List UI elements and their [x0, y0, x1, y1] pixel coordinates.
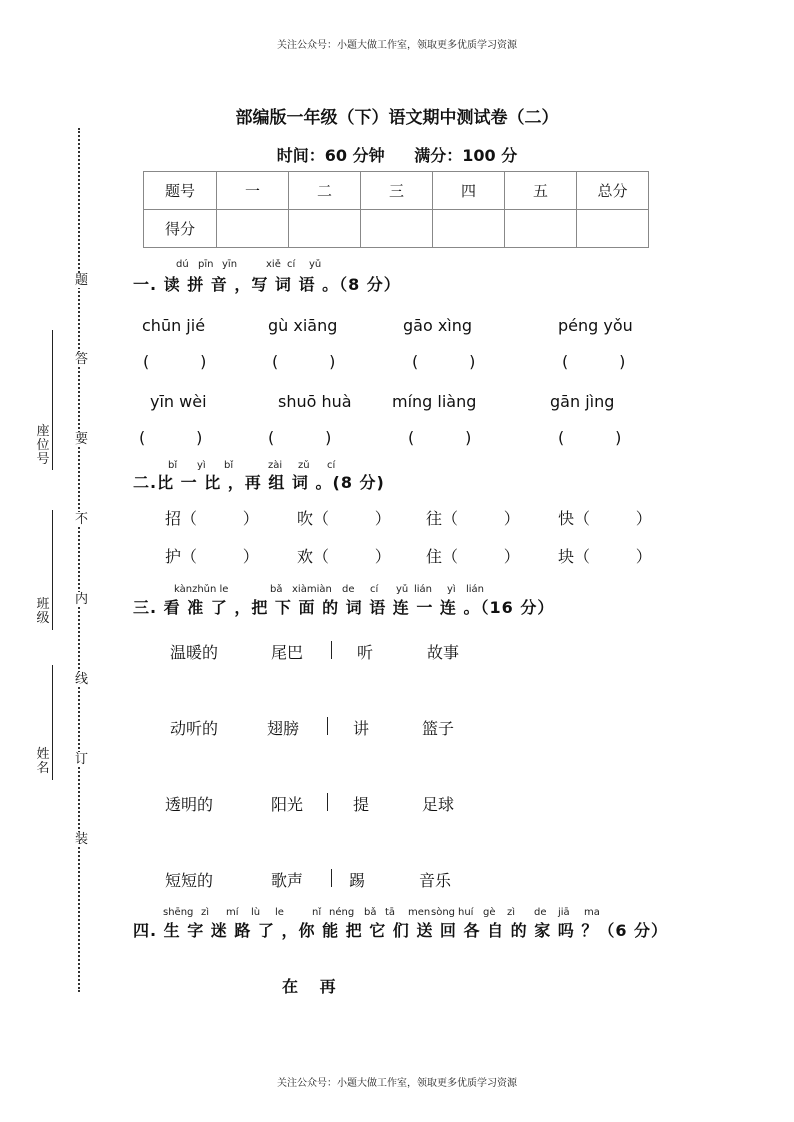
binding-char-6: 线: [75, 672, 89, 687]
score-cell[interactable]: [577, 210, 649, 248]
section1-title: 一. 读 拼 音 ，写 词 语 。（8 分）: [133, 275, 401, 294]
binding-char-3: 要: [75, 432, 89, 447]
pinyin: lián: [466, 584, 485, 595]
zuci-item: [297, 506, 391, 529]
pinyin-word: shuō huà: [278, 392, 352, 411]
section3-title: 三. 看 准 了 ，把 下 面 的 词 语 连 一 连 。（16 分）: [133, 598, 555, 617]
pinyin: yīn: [222, 259, 238, 270]
match-divider: [331, 641, 332, 659]
pinyin: bǎ: [270, 584, 283, 595]
score-table: [143, 171, 649, 248]
zuci-item: [297, 544, 391, 567]
score-header-cell: 三: [361, 172, 433, 210]
pinyin: xiàmiàn: [292, 584, 332, 595]
class-line[interactable]: [52, 510, 53, 630]
pinyin-word: gān jìng: [550, 392, 615, 411]
match-verb[interactable]: 提: [353, 795, 370, 814]
pinyin: zǔ: [298, 460, 310, 471]
pinyin: cí: [287, 259, 296, 270]
score-header-cell: 题号: [144, 172, 217, 210]
score-row-label: 得分: [144, 210, 217, 248]
match-adjective[interactable]: 温暖的: [170, 643, 219, 662]
pinyin: yì: [197, 460, 206, 471]
score-cell[interactable]: [433, 210, 505, 248]
pinyin: cí: [327, 460, 336, 471]
answer-blank[interactable]: ( ): [562, 352, 626, 371]
pinyin: zì: [201, 907, 210, 918]
pinyin: cí: [370, 584, 379, 595]
match-noun[interactable]: 翅膀: [267, 719, 300, 738]
match-adjective[interactable]: 透明的: [165, 795, 214, 814]
match-divider: [327, 793, 328, 811]
score-table-header: [144, 172, 649, 210]
zuci-char: 护: [165, 547, 182, 566]
match-noun[interactable]: 歌声: [271, 871, 304, 890]
pinyin: xiě: [266, 259, 281, 270]
match-noun[interactable]: 故事: [427, 643, 460, 662]
pinyin-word: yīn wèi: [150, 392, 207, 411]
match-divider: [331, 869, 332, 887]
pinyin-word: gù xiāng: [268, 316, 338, 335]
pinyin: bǎ: [364, 907, 377, 918]
page-title: 部编版一年级（下）语文期中测试卷（二）: [235, 108, 559, 128]
header-note: 关注公众号：小题大做工作室，领取更多优质学习资源: [277, 40, 517, 51]
score-header-cell: 总分: [577, 172, 649, 210]
pinyin-word: péng yǒu: [558, 316, 633, 335]
score-header-cell: 二: [289, 172, 361, 210]
exam-info: [0, 143, 794, 166]
pinyin: kànzhǔn le: [174, 584, 229, 595]
binding-char-7: 订: [75, 752, 89, 767]
name-line[interactable]: [52, 665, 53, 780]
score-header-cell: 一: [217, 172, 289, 210]
score-cell[interactable]: [289, 210, 361, 248]
answer-blank[interactable]: ( ): [272, 352, 336, 371]
zuci-char: 招: [165, 509, 182, 528]
zuci-item: [558, 506, 652, 529]
score-header-cell: 四: [433, 172, 505, 210]
pinyin-word: gāo xìng: [403, 316, 473, 335]
answer-blank[interactable]: ( ): [412, 352, 476, 371]
binding-char-8: 装: [75, 832, 89, 847]
zuci-char: 块: [558, 547, 575, 566]
zuci-char: 往: [426, 509, 443, 528]
match-verb[interactable]: 听: [357, 643, 374, 662]
score-header-cell: 五: [505, 172, 577, 210]
answer-blank[interactable]: （ ）: [574, 547, 652, 566]
zuci-item: [426, 544, 520, 567]
match-verb[interactable]: 讲: [353, 719, 370, 738]
pinyin: zì: [507, 907, 516, 918]
answer-blank[interactable]: （ ）: [313, 509, 391, 528]
answer-blank[interactable]: ( ): [408, 428, 472, 447]
answer-blank[interactable]: ( ): [268, 428, 332, 447]
pinyin: jiā: [558, 907, 570, 918]
binding-char-2: 答: [75, 352, 89, 367]
pinyin: men: [408, 907, 431, 918]
answer-blank[interactable]: （ ）: [181, 547, 259, 566]
footer-note: 关注公众号：小题大做工作室，领取更多优质学习资源: [277, 1078, 517, 1089]
pinyin: ma: [584, 907, 600, 918]
match-noun[interactable]: 尾巴: [271, 643, 304, 662]
time-label: 时间：60 分钟: [276, 146, 385, 165]
pinyin: bǐ: [168, 460, 178, 471]
zuci-item: [558, 544, 652, 567]
answer-blank[interactable]: （ ）: [442, 547, 520, 566]
score-cell[interactable]: [361, 210, 433, 248]
binding-dotted-line: [78, 128, 80, 992]
sort-characters: 在 再: [282, 977, 344, 996]
answer-blank[interactable]: （ ）: [442, 509, 520, 528]
pinyin: dú: [176, 259, 189, 270]
pinyin: pīn: [198, 259, 214, 270]
zuci-char: 快: [558, 509, 575, 528]
pinyin: sòng: [431, 907, 456, 918]
binding-char-5: 内: [75, 592, 89, 607]
pinyin: yì: [447, 584, 456, 595]
zuci-char: 住: [426, 547, 443, 566]
zuci-item: [165, 544, 259, 567]
answer-blank[interactable]: ( ): [139, 428, 203, 447]
pinyin: bǐ: [224, 460, 234, 471]
pinyin: yǔ: [309, 259, 322, 270]
zuci-item: [426, 506, 520, 529]
pinyin: shēng: [163, 907, 194, 918]
pinyin: nǐ: [312, 907, 322, 918]
answer-blank[interactable]: ( ): [558, 428, 622, 447]
binding-char-4: 不: [75, 512, 89, 527]
pinyin: le: [275, 907, 284, 918]
pinyin: mí: [226, 907, 239, 918]
pinyin: yǔ: [396, 584, 409, 595]
pinyin: de: [534, 907, 547, 918]
zuci-char: 欢: [297, 547, 314, 566]
match-noun[interactable]: 音乐: [419, 871, 452, 890]
pinyin-word: chūn jié: [142, 316, 206, 335]
pinyin-word: míng liàng: [392, 392, 477, 411]
match-noun[interactable]: 阳光: [271, 795, 304, 814]
match-verb[interactable]: 踢: [349, 871, 366, 890]
pinyin: néng: [329, 907, 355, 918]
pinyin: zài: [268, 460, 283, 471]
answer-blank[interactable]: （ ）: [313, 547, 391, 566]
zuci-char: 吹: [297, 509, 314, 528]
match-adjective[interactable]: 动听的: [170, 719, 219, 738]
pinyin: lián: [414, 584, 433, 595]
match-divider: [327, 717, 328, 735]
match-noun[interactable]: 足球: [422, 795, 455, 814]
answer-blank[interactable]: （ ）: [574, 509, 652, 528]
score-cell[interactable]: [217, 210, 289, 248]
zuci-item: [165, 506, 259, 529]
pinyin: lù: [251, 907, 261, 918]
section2-title: 二.比 一 比 ，再 组 词 。(8 分): [133, 473, 385, 492]
answer-blank[interactable]: ( ): [143, 352, 207, 371]
class-label: 班级: [36, 597, 50, 626]
score-table-row: [144, 210, 649, 248]
pinyin: de: [342, 584, 355, 595]
match-noun[interactable]: 篮子: [422, 719, 455, 738]
score-cell[interactable]: [505, 210, 577, 248]
match-adjective[interactable]: 短短的: [165, 871, 214, 890]
section4-title: 四. 生 字 迷 路 了 ，你 能 把 它 们 送 回 各 自 的 家 吗 ？（6 分）: [133, 921, 669, 940]
pinyin: tā: [385, 907, 396, 918]
name-label: 姓名: [36, 747, 50, 776]
seat-number-label: 座位号: [36, 424, 50, 467]
answer-blank[interactable]: （ ）: [181, 509, 259, 528]
pinyin: gè: [483, 907, 496, 918]
pinyin: huí: [458, 907, 474, 918]
seat-number-line[interactable]: [52, 330, 53, 470]
score-label: 满分：100 分: [414, 146, 518, 165]
binding-char-1: 题: [75, 273, 89, 288]
